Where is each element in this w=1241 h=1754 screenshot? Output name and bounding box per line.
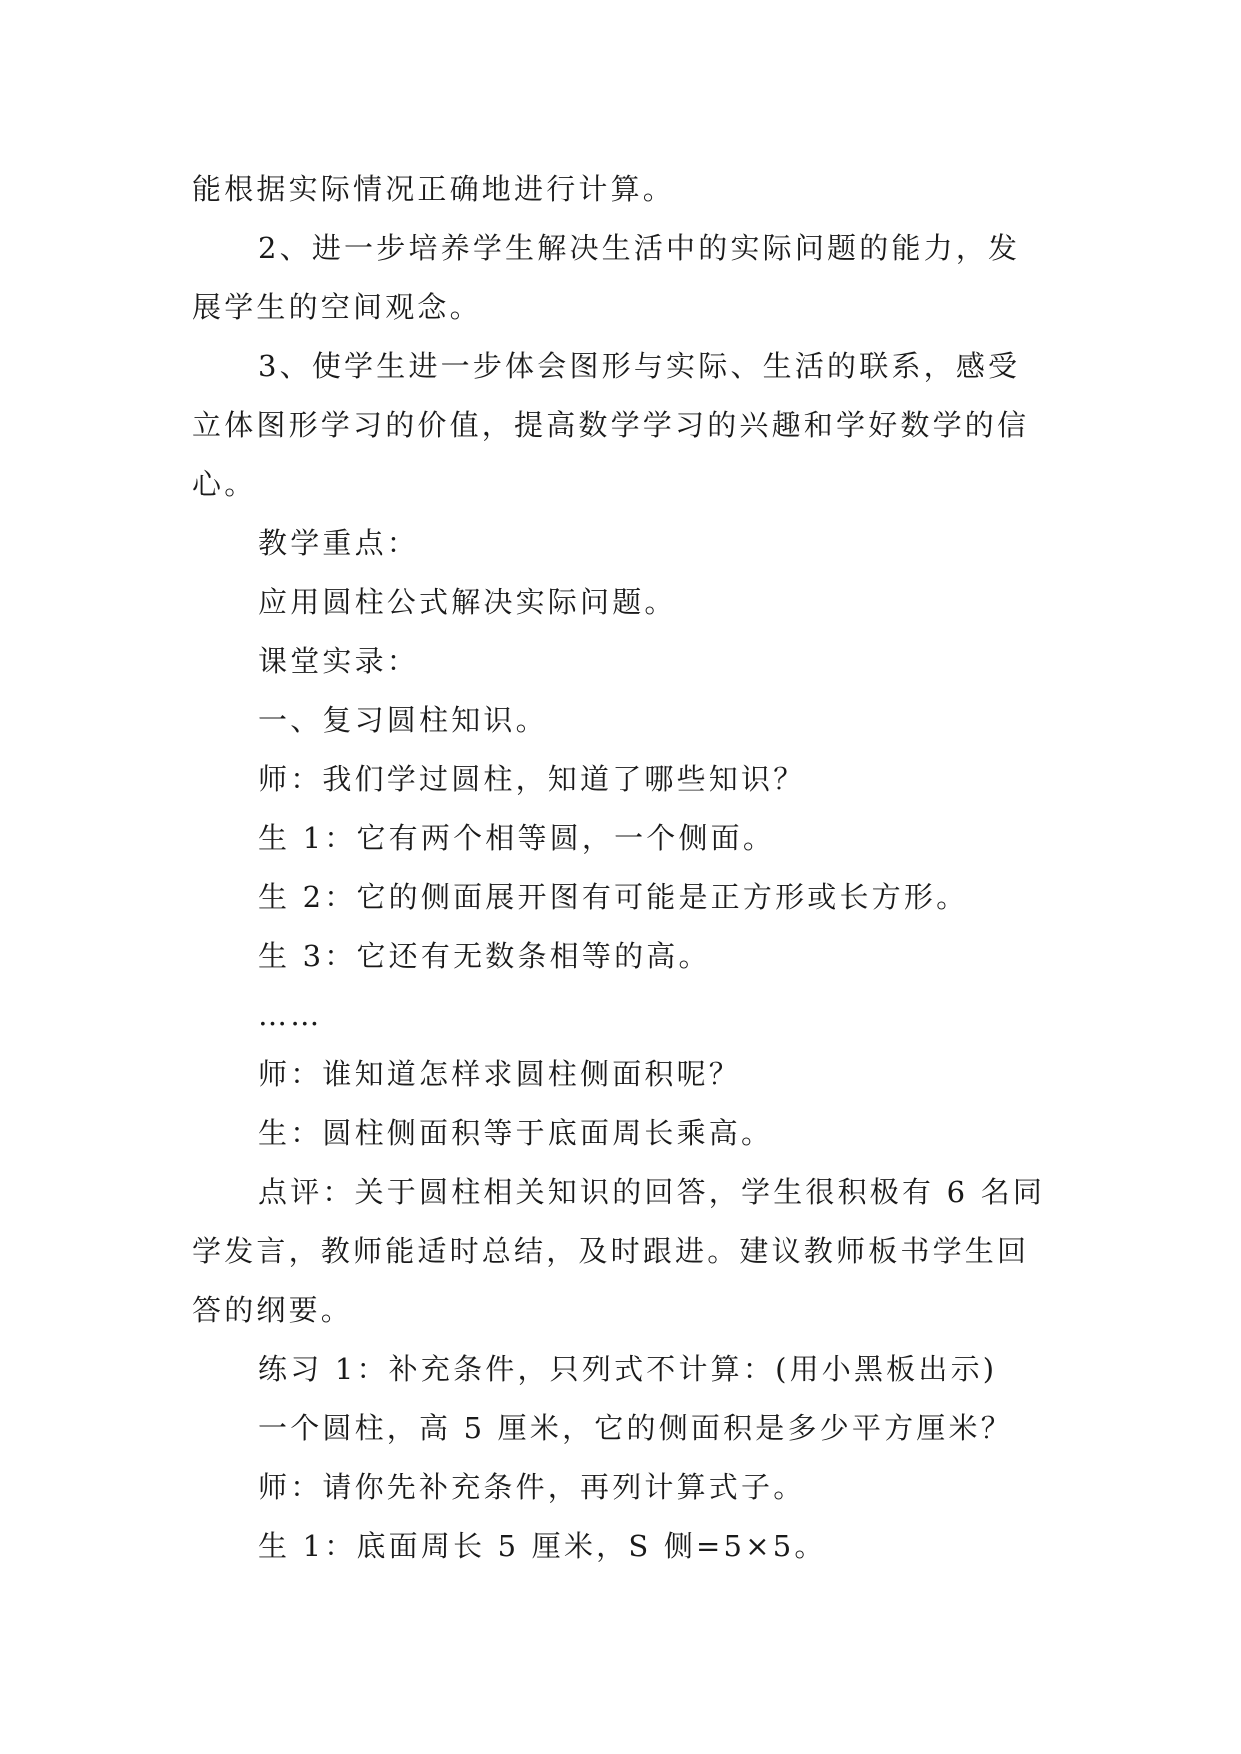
section-review-heading: 一、复习圆柱知识。 [258, 703, 548, 737]
exercise-1-heading: 练习 1：补充条件，只列式不计算：(用小黑板出示) [258, 1352, 998, 1386]
dialogue-line: 生 1：底面周长 5 厘米，S 侧=5×5。 [258, 1529, 827, 1563]
classroom-record-heading: 课堂实录： [258, 644, 420, 678]
teaching-focus-text: 应用圆柱公式解决实际问题。 [258, 585, 677, 619]
dialogue-line: 生：圆柱侧面积等于底面周长乘高。 [258, 1116, 774, 1150]
paragraph-continuation: 能根据实际情况正确地进行计算。 [192, 172, 676, 206]
document-body [192, 160, 1052, 1576]
exercise-1-question: 一个圆柱，高 5 厘米，它的侧面积是多少平方厘米？ [258, 1411, 1013, 1445]
dialogue-line: 师：请你先补充条件，再列计算式子。 [258, 1470, 806, 1504]
dialogue-line: 师：谁知道怎样求圆柱侧面积呢？ [258, 1057, 742, 1091]
dialogue-line: 师：我们学过圆柱，知道了哪些知识？ [258, 762, 806, 796]
comment-paragraph: 点评：关于圆柱相关知识的回答，学生很积极有 6 名同学发言，教师能适时总结，及时跟进。建议教师板书学生回答的纲要。 [192, 1175, 1046, 1327]
dialogue-line: 生 1：它有两个相等圆，一个侧面。 [258, 821, 776, 855]
objective-3: 3、使学生进一步体会图形与实际、生活的联系，感受立体图形学习的价值，提高数学学习的兴趣和学好数学的信心。 [192, 349, 1030, 501]
teaching-focus-heading: 教学重点： [258, 526, 420, 560]
objective-2: 2、进一步培养学生解决生活中的实际问题的能力，发展学生的空间观念。 [192, 231, 1021, 324]
ellipsis-line: …… [258, 998, 323, 1032]
dialogue-line: 生 3：它还有无数条相等的高。 [258, 939, 711, 973]
dialogue-line: 生 2：它的侧面展开图有可能是正方形或长方形。 [258, 880, 969, 914]
